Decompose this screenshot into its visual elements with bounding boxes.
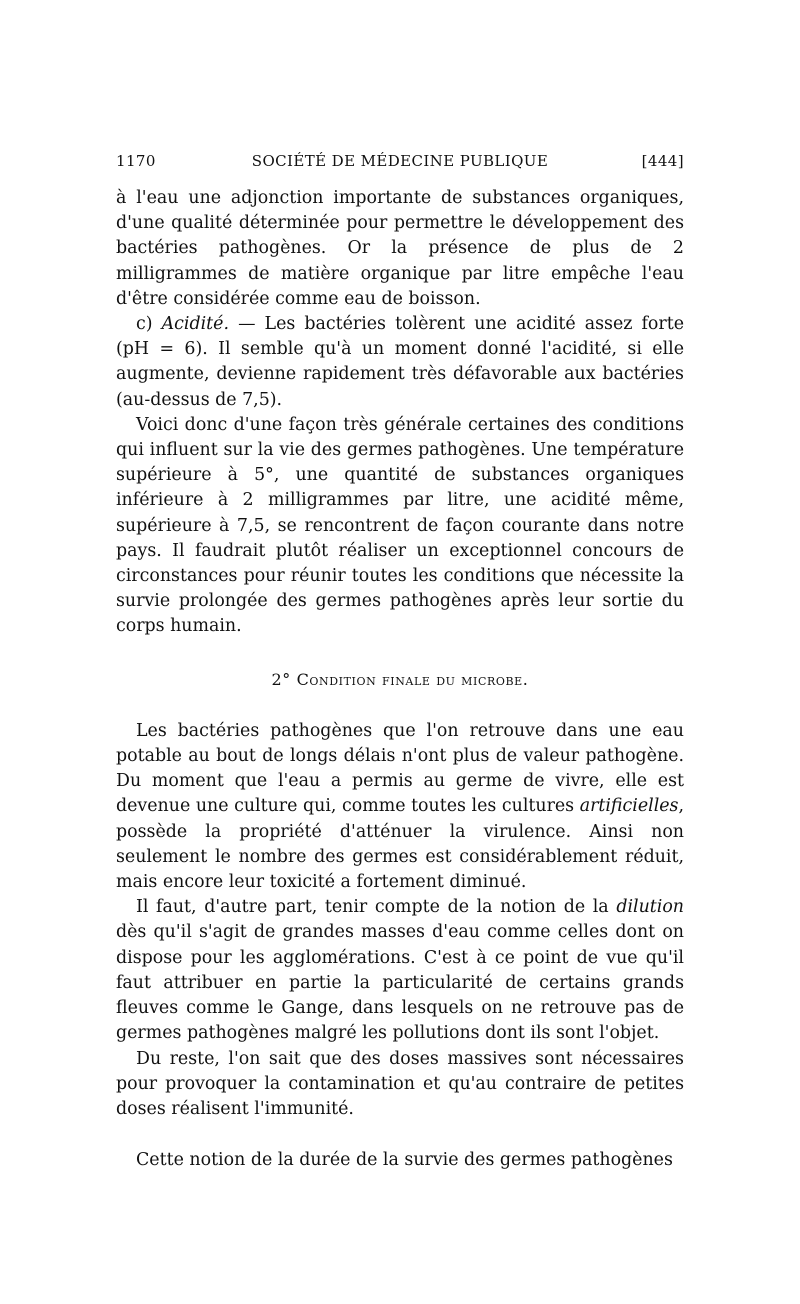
italic-term-acidite: Acidité. xyxy=(161,314,229,335)
running-header xyxy=(116,152,684,174)
paragraph-bacteries-text-a: Les bactéries pathogènes que l'on retrouve dans une eau potable au bout de longs délais n'ont plus de valeur pathogène. Du moment que l'eau a permis au germe de vivre, elle est devenue une culture qui, comme toutes les cultures xyxy=(116,720,684,817)
list-marker: c) xyxy=(136,314,162,335)
section-number: 2° xyxy=(271,669,297,689)
paragraph-bacteries-text-b: , possède la propriété d'atténuer la virulence. Ainsi non seulement le nombre des germes est considérablement réduit, mais encore leur toxicité a fortement diminué. xyxy=(116,796,684,893)
paragraph-doses: Du reste, l'on sait que des doses massives sont nécessaires pour provoquer la contamination et qu'au contraire de petites doses réalisent l'immunité. xyxy=(116,1048,684,1119)
paragraph-conditions: Voici donc d'une façon très générale certaines des conditions qui influent sur la vie des germes pathogènes. Une température supérieure à 5°, une quantité de substances organiques inférieure à 2 milligrammes par litre, une acidité même, supérieure à 7,5, se rencontrent de façon courante dans notre pays. Il faudrait plutôt réaliser un exceptionnel concours de circonstances pour réunir toutes les conditions que nécessite la survie prolongée des germes pathogènes après leur sortie du corps humain. xyxy=(116,414,684,637)
paragraph-bacteries xyxy=(116,719,684,895)
page-number: 1170 xyxy=(116,152,156,170)
paragraph-acidite xyxy=(116,312,684,413)
bracket-page-number: [444] xyxy=(641,152,684,170)
paragraph-dilution-text-a: Il faut, d'autre part, tenir compte de la notion de la xyxy=(136,897,617,918)
paragraph-continuation: à l'eau une adjonction importante de substances organiques, d'une qualité déterminée pour permettre le développement des bactéries pathogènes. Or la présence de plus de 2 milligrammes de matière organique par litre empêche l'eau d'être considérée comme eau de boisson. xyxy=(116,188,684,309)
paragraph-final: Cette notion de la durée de la survie des germes pathogènes xyxy=(136,1150,673,1171)
italic-term-artificielles: artificielles xyxy=(579,796,679,817)
section-title: Condition finale du microbe. xyxy=(296,669,529,689)
paragraph-dilution xyxy=(116,895,684,1046)
paragraph-acidite-text: — Les bactéries tolèrent une acidité assez forte (pH = 6). Il semble qu'à un moment donné l'acidité, si elle augmente, devienne rapidement très défavorable aux bactéries (au-dessus de 7,5). xyxy=(116,314,684,410)
italic-term-dilution: dilution xyxy=(616,897,684,918)
section-heading xyxy=(116,667,684,692)
running-title: SOCIÉTÉ DE MÉDECINE PUBLIQUE xyxy=(251,152,549,170)
body-text xyxy=(116,186,684,1173)
paragraph-dilution-text-b: dès qu'il s'agit de grandes masses d'eau comme celles dont on dispose pour les agglomérations. C'est à ce point de vue qu'il faut attribuer en partie la particularité de certains grands fleuves comme le Gange, dans lesquels on ne retrouve pas de germes pathogènes malgré les pollutions dont ils sont l'objet. xyxy=(116,922,684,1044)
